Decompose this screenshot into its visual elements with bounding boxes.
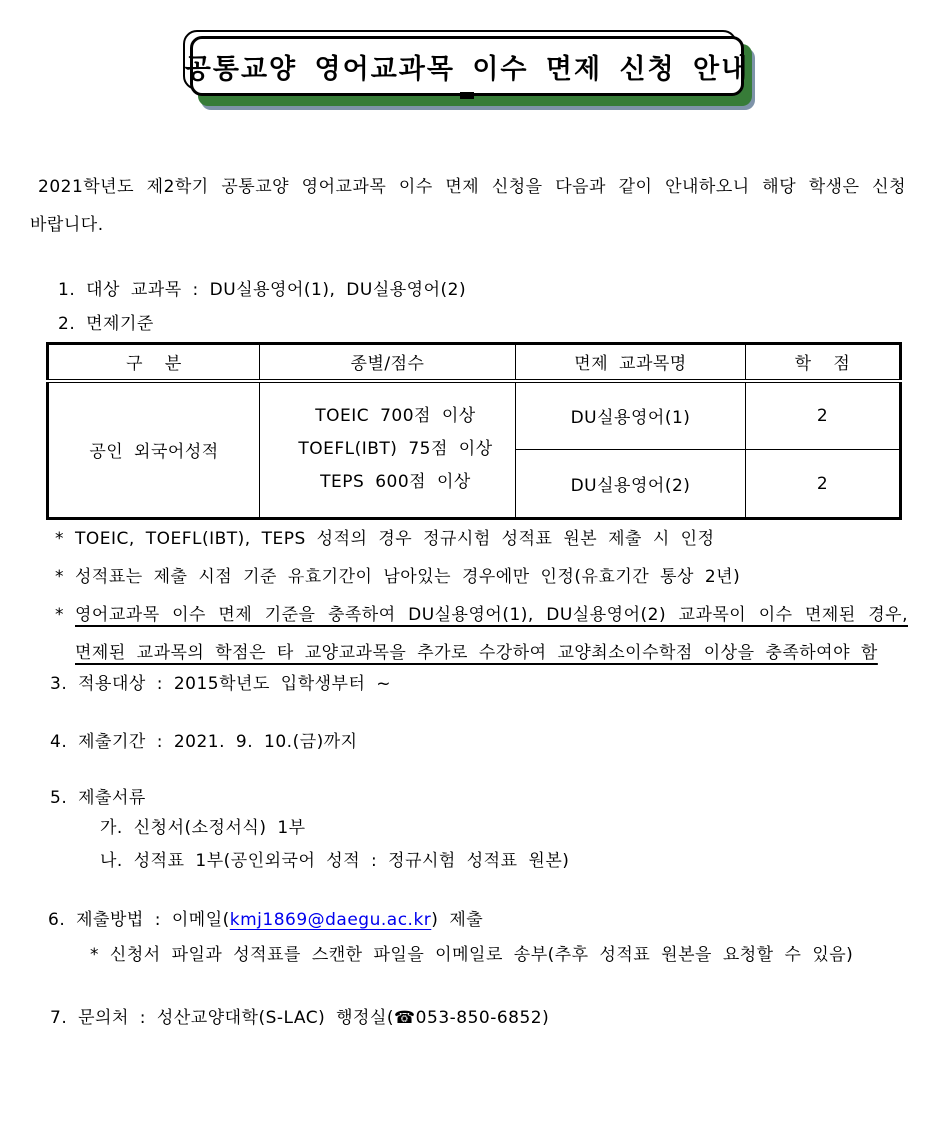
cell-credit-2: 2 [746,450,901,519]
list-item-contact: 7. 문의처 : 성산교양대학(S-LAC) 행정실(☎053-850-6852) [50,1008,550,1028]
note-text: TOEIC, TOEFL(IBT), TEPS 성적의 경우 정규시험 성적표 원본 제출 시 인정 [75,529,715,549]
documents-label: 5. 제출서류 [50,788,146,808]
list-item-exemption-criteria: 2. 면제기준 [58,314,154,334]
page-title: 공통교양 영어교과목 이수 면제 신청 안내 [184,53,750,85]
notes-section [53,520,908,672]
cell-course-2: DU실용영어(2) [516,450,746,519]
email-link[interactable]: kmj1869@daegu.ac.kr [229,910,432,930]
score-line-teps: TEPS 600점 이상 [320,472,471,493]
table-header-score-type: 종별/점수 [260,344,516,381]
method-prefix: 6. 제출방법 : 이메일( [48,910,230,930]
list-item-method [48,906,948,970]
note-text: 성적표는 제출 시점 기준 유효기간이 남아있는 경우에만 인정(유효기간 통상 2년) [75,567,741,587]
method-note: * 신청서 파일과 성적표를 스캔한 파일을 이메일로 송부(추후 성적표 원본을 요청할 수 있음) [90,945,854,965]
stray-mark [460,92,474,99]
list-item-applicable: 3. 적용대상 : 2015학년도 입학생부터 ~ [50,674,392,694]
asterisk-marker: * [55,529,64,549]
cell-category: 공인 외국어성적 [48,381,260,519]
list-item-target-courses: 1. 대상 교과목 : DU실용영어(1), DU실용영어(2) [58,280,467,300]
table-header-category: 구 분 [48,344,260,381]
cell-score-requirements [260,381,516,519]
list-item-documents [50,784,948,878]
score-line-toeic: TOEIC 700점 이상 [315,406,476,427]
intro-paragraph: 2021학년도 제2학기 공통교양 영어교과목 이수 면제 신청을 다음과 같이 안내하오니 해당 학생은 신청 바랍니다. [30,177,906,235]
note-item [53,520,908,558]
asterisk-marker: * [55,605,64,625]
table-row [48,381,901,450]
documents-sub-item: 나. 성적표 1부(공인외국어 성적 : 정규시험 성적표 원본) [100,851,570,871]
note-item [53,596,908,672]
table-header-credits: 학 점 [746,344,901,381]
table-header-row [48,344,901,381]
cell-course-1: DU실용영어(1) [516,381,746,450]
method-line [48,906,948,934]
note-text-underlined: 영어교과목 이수 면제 기준을 충족하여 DU실용영어(1), DU실용영어(2) 교과목이 이수 면제된 경우, 면제된 교과목의 학점은 타 교양교과목을 추가로 수강하여 교양최소이수학점 이상을 충족하여야 함 [75,605,908,663]
documents-sub-item: 가. 신청서(소정서식) 1부 [100,818,306,838]
list-item-deadline: 4. 제출기간 : 2021. 9. 10.(금)까지 [50,732,358,752]
asterisk-marker: * [55,567,64,587]
exemption-criteria-table [46,342,902,520]
note-item [53,558,908,596]
cell-credit-1: 2 [746,381,901,450]
title-banner [184,36,750,96]
table-header-exempt-course: 면제 교과목명 [516,344,746,381]
score-line-toefl: TOEFL(IBT) 75점 이상 [298,439,493,460]
method-suffix: ) 제출 [431,910,484,930]
title-box [184,36,750,96]
